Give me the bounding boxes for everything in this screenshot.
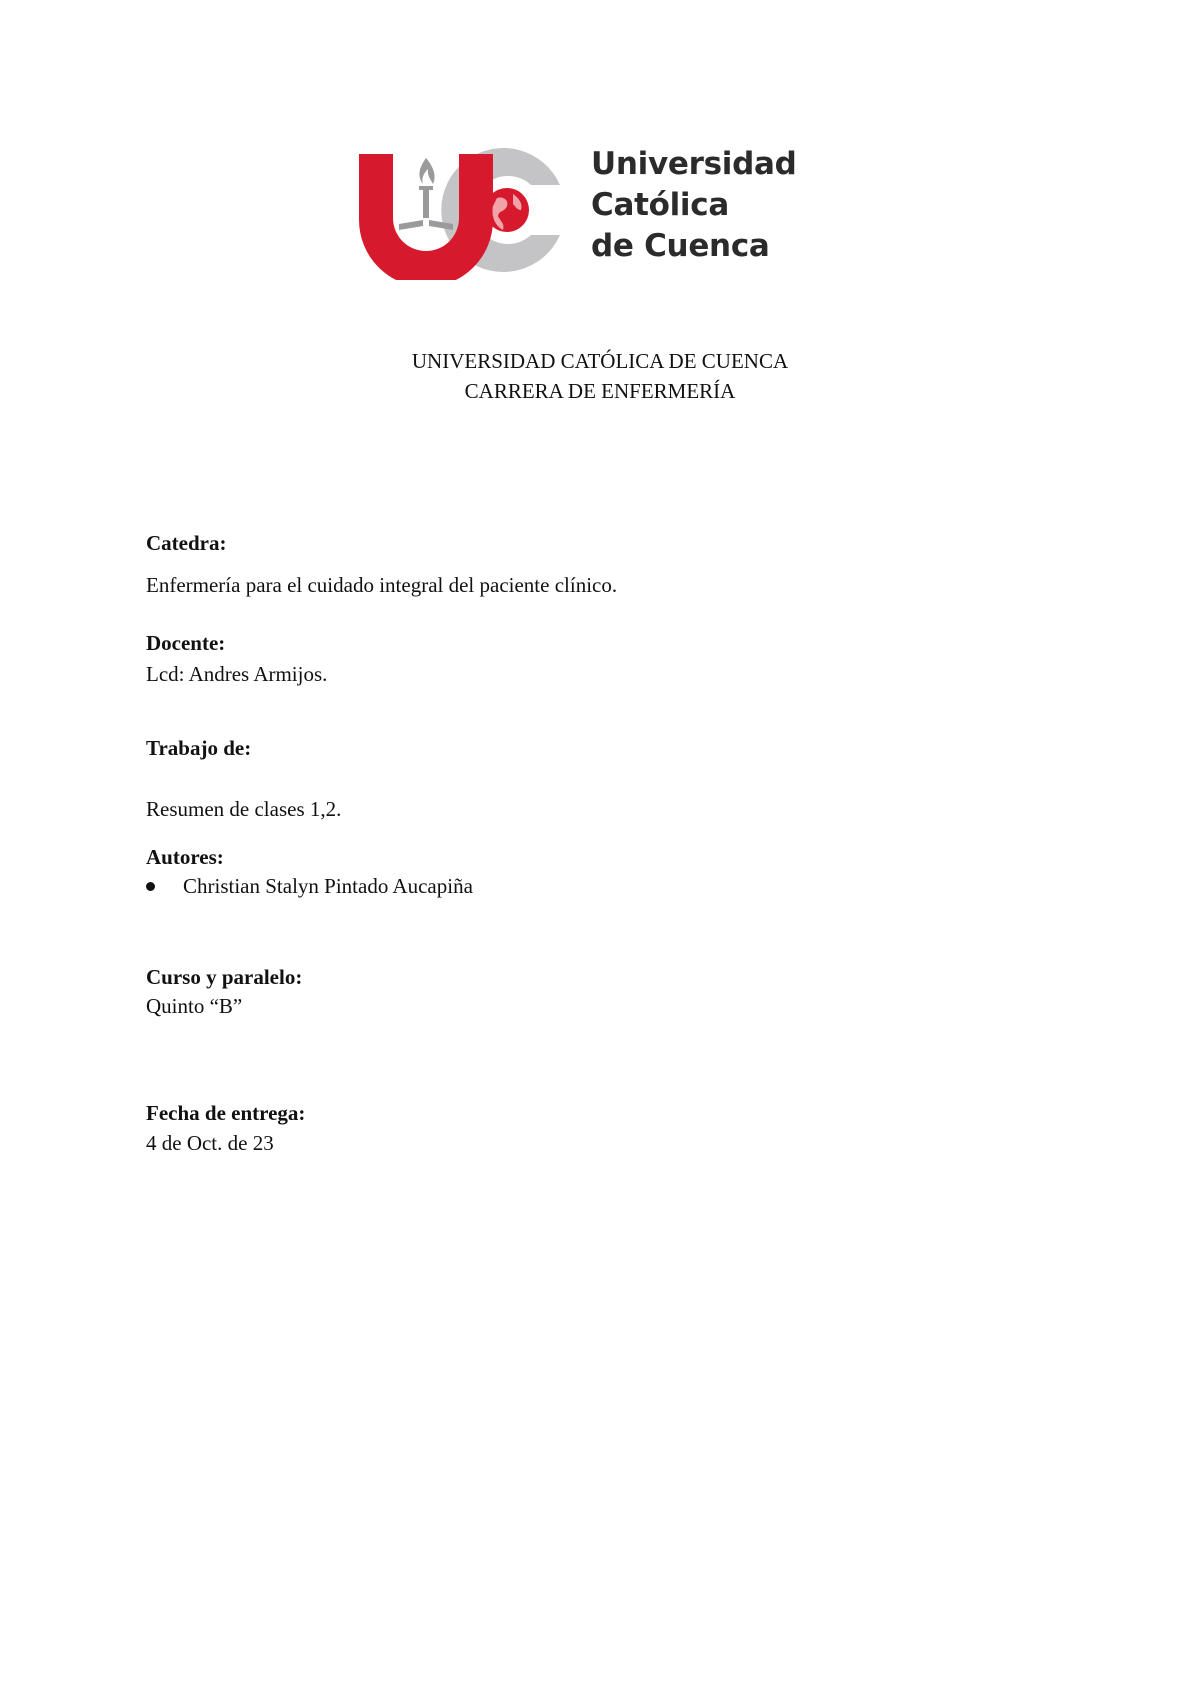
docente-label: Docente: <box>146 631 226 655</box>
uc-monogram-icon <box>355 140 585 280</box>
catedra-value: Enfermería para el cuidado integral del paciente clínico. <box>146 573 618 597</box>
trabajo-value: Resumen de clases 1,2. <box>146 797 342 821</box>
university-logo <box>355 140 795 280</box>
bullet-icon <box>146 882 155 891</box>
globe-icon <box>485 188 529 232</box>
catedra-label: Catedra: <box>146 531 227 555</box>
autores-label: Autores: <box>146 845 224 869</box>
docente-value: Lcd: Andres Armijos. <box>146 662 328 686</box>
university-name: UNIVERSIDAD CATÓLICA DE CUENCA <box>411 349 789 373</box>
career-name: CARRERA DE ENFERMERÍA <box>464 379 736 403</box>
wordmark-line-1: Universidad <box>591 146 797 182</box>
fecha-value: 4 de Oct. de 23 <box>146 1131 274 1155</box>
logo-wordmark <box>591 144 796 267</box>
trabajo-label: Trabajo de: <box>146 736 252 760</box>
author-name: Christian Stalyn Pintado Aucapiña <box>183 874 473 898</box>
document-header <box>0 346 1200 406</box>
wordmark-line-3: de Cuenca <box>591 228 770 264</box>
curso-label: Curso y paralelo: <box>146 965 303 989</box>
curso-value: Quinto “B” <box>146 994 243 1018</box>
fecha-label: Fecha de entrega: <box>146 1101 306 1125</box>
wordmark-line-2: Católica <box>591 187 729 223</box>
